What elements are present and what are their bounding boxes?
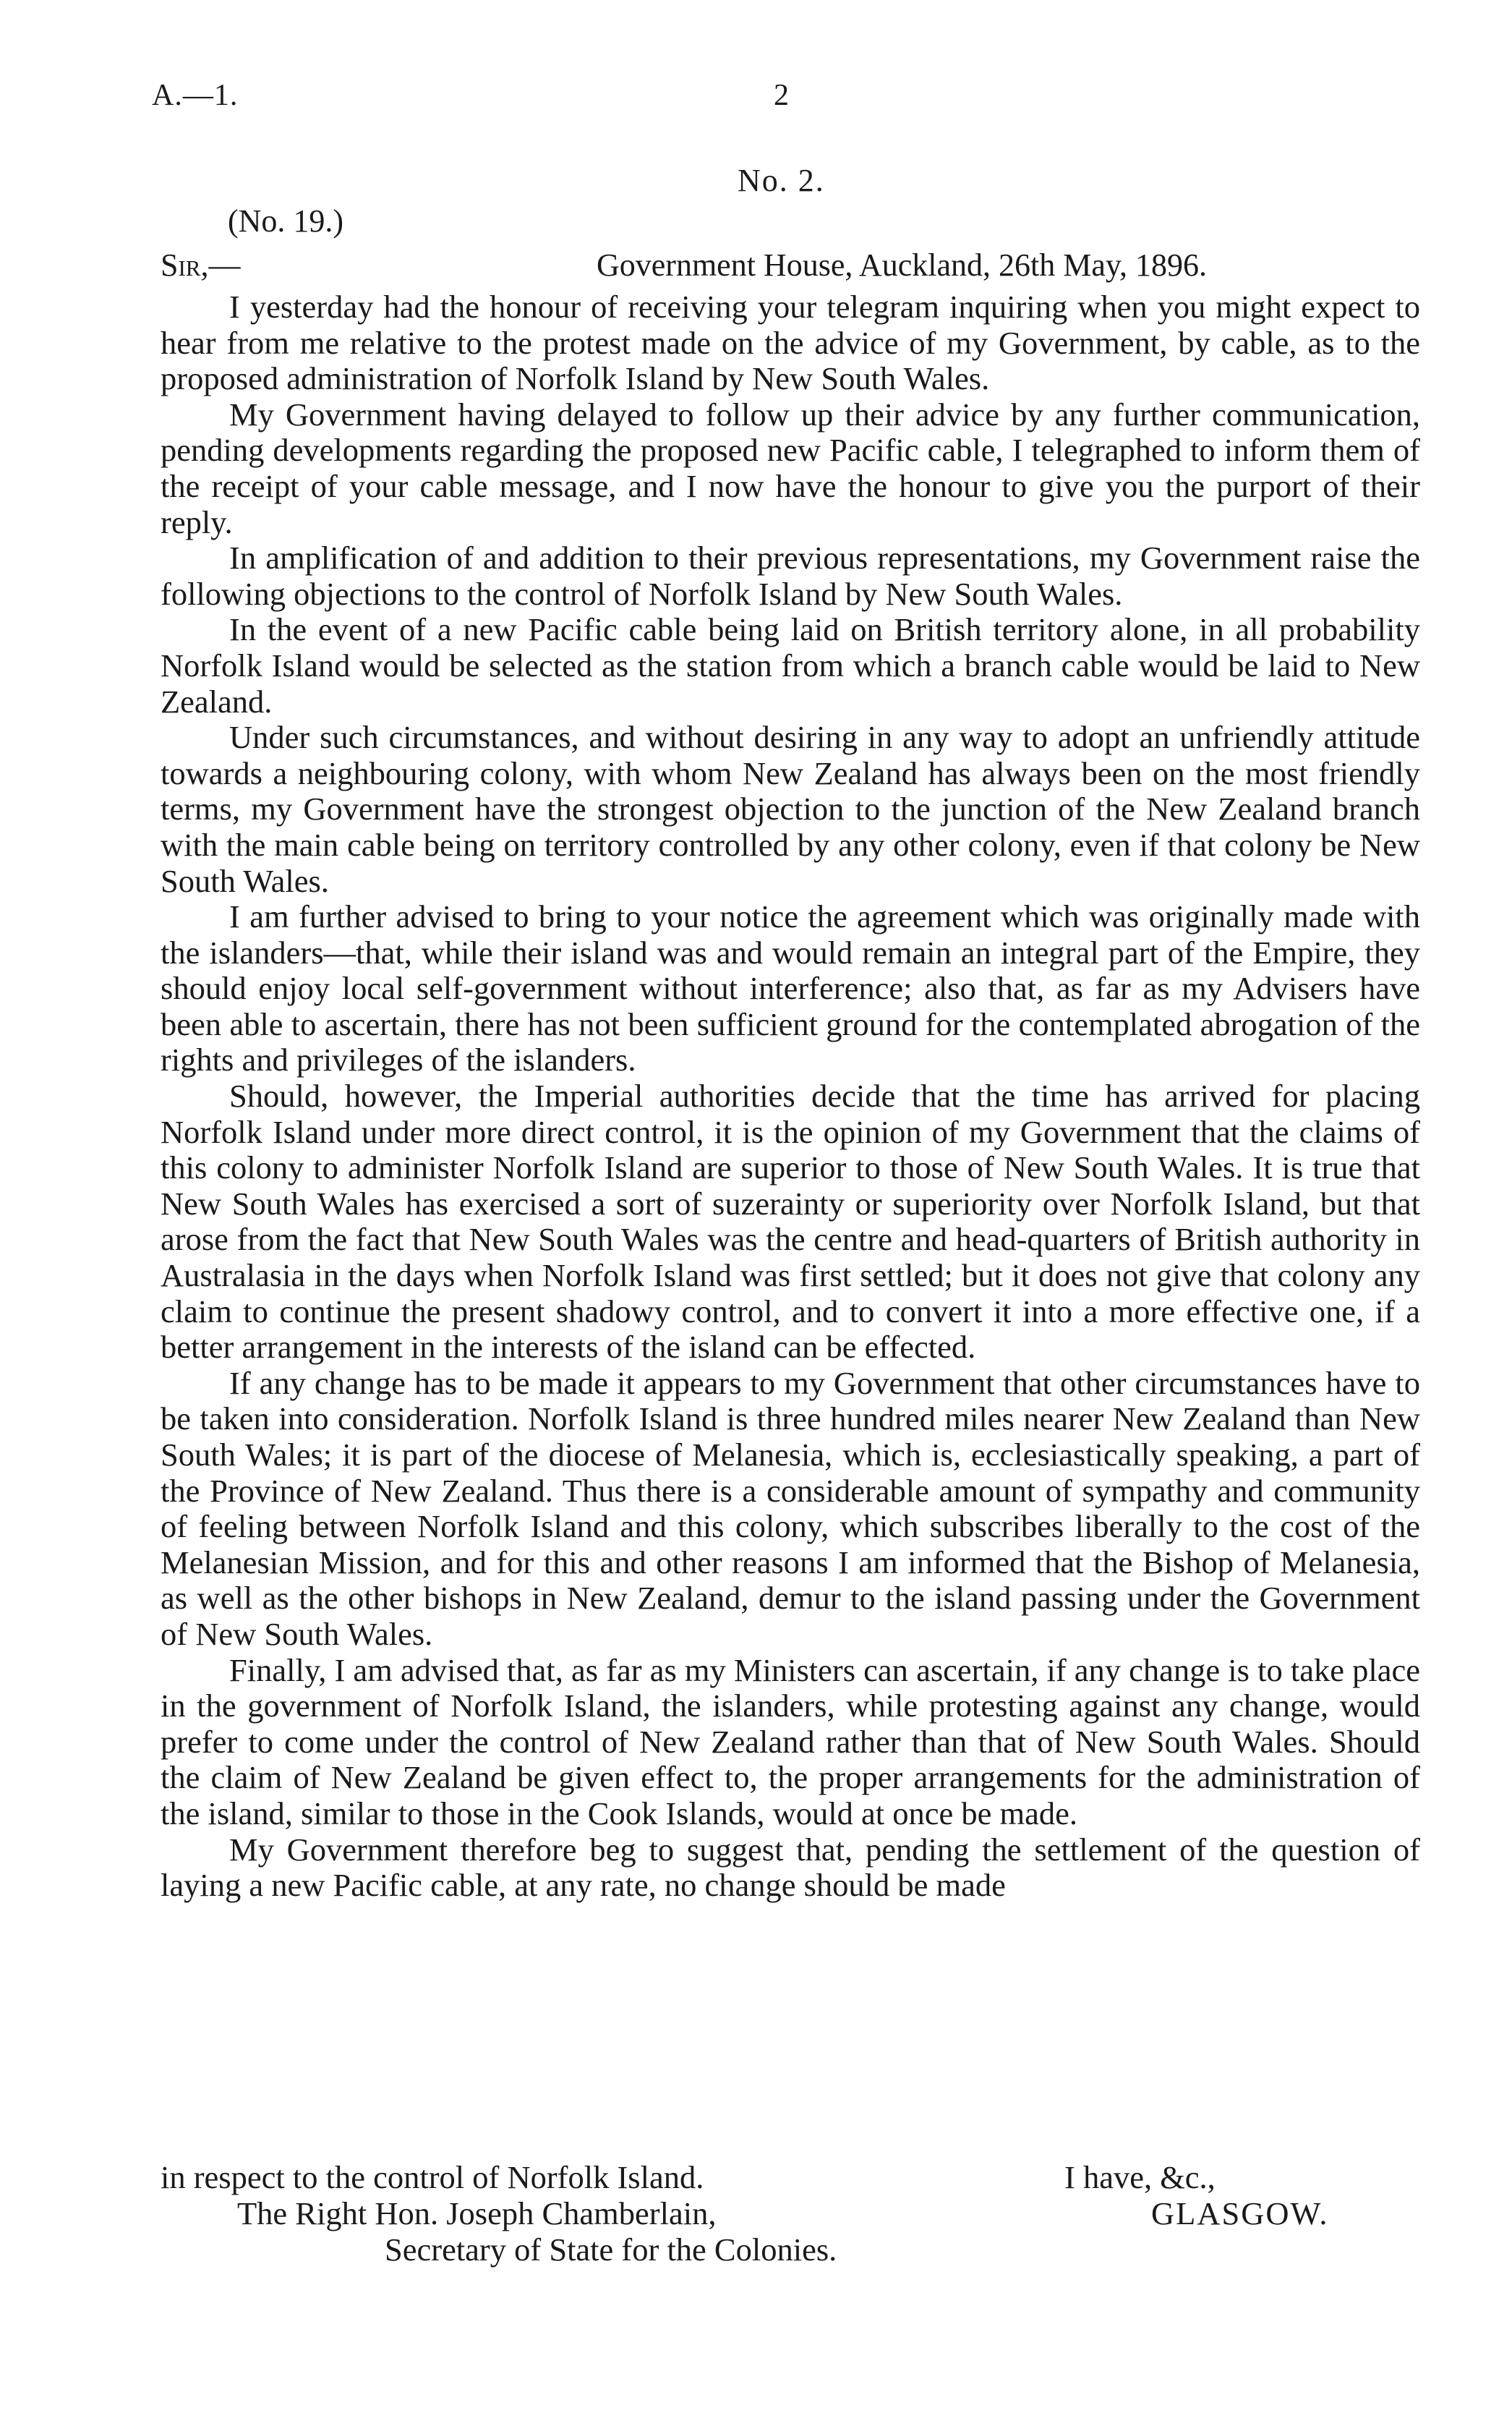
paragraph: If any change has to be made it appears to my Government that other circumstances have to be taken into consideration. Norfolk Island is three hundred miles nearer New Zealand than New South Wales; it is part of the diocese of Melanesia, which is, ecclesiastically speaking, a part of the Province of New Zealand. Thus there is a considerable amount of sympathy and community of feeling between Norfolk Island and this colony, which subscribes liberally to the cost of the Melanesian Mission, and for this and other reasons I am informed that the Bishop of Melanesia, as well as the other bishops in New Zealand, demur to the island passing under the Government of New South Wales. bbox=[161, 1364, 1420, 1652]
document-reference: A.—1. bbox=[152, 79, 239, 112]
letter-body bbox=[161, 289, 1420, 1904]
addressee-office: Secretary of State for the Colonies. bbox=[385, 2231, 837, 2268]
addressee-name: The Right Hon. Joseph Chamberlain, bbox=[237, 2195, 717, 2231]
paragraph: In amplification of and addition to their previous representations, my Government raise the following objections to the control of Norfolk Island by New South Wales. bbox=[161, 540, 1420, 612]
despatch-number: (No. 19.) bbox=[228, 203, 344, 239]
paragraph: I am further advised to bring to your notice the agreement which was originally made with the islanders—that, while their island was and would remain an integral part of the Empire, they should enjoy local self-government without interference; also that, as far as my Advisers have been able to ascertain, there has not been sufficient ground for the contemplated abrogation of the rights and privileges of the islanders. bbox=[161, 898, 1420, 1078]
closing-formula: I have, &c., bbox=[1064, 2159, 1216, 2195]
salutation bbox=[161, 247, 240, 284]
place-and-date: Government House, Auckland, 26th May, 1896. bbox=[597, 247, 1208, 283]
signature: GLASGOW. bbox=[1151, 2195, 1329, 2231]
paragraph: In the event of a new Pacific cable being laid on British territory alone, in all probability Norfolk Island would be selected as the station from which a branch cable would be laid to New Zealand. bbox=[161, 611, 1420, 720]
document-number: No. 2. bbox=[738, 163, 825, 198]
paragraph: My Government having delayed to follow up their advice by any further communication, pending developments regarding the proposed new Pacific cable, I telegraphed to inform them of the receipt of your cable message, and I now have the honour to give you the purport of their reply. bbox=[161, 396, 1420, 540]
paragraph: Should, however, the Imperial authorities decide that the time has arrived for placing Norfolk Island under more direct control, it is the opinion of my Government that the claims of this colony to administer Norfolk Island are superior to those of New South Wales. It is true that New South Wales has exercised a sort of suzerainty or superiority over Norfolk Island, but that arose from the fact that New South Wales was the centre and head-quarters of British authority in Australasia in the days when Norfolk Island was first settled; but it does not give that colony any claim to continue the present shadowy control, and to convert it into a more effective one, if a better arrangement in the interests of the island can be effected. bbox=[161, 1078, 1420, 1366]
paragraph: My Government therefore beg to suggest that, pending the settlement of the question of laying a new Pacific cable, at any rate, no change should be made bbox=[161, 1831, 1420, 1904]
paragraph: I yesterday had the honour of receiving your telegram inquiring when you might expect to hear from me relative to the protest made on the advice of my Government, by cable, as to the proposed administration of Norfolk Island by New South Wales. bbox=[161, 289, 1420, 397]
final-line: in respect to the control of Norfolk Island. bbox=[161, 2159, 704, 2195]
page-number: 2 bbox=[774, 79, 790, 112]
salutation-text: Sir,— bbox=[161, 247, 241, 283]
paragraph: Finally, I am advised that, as far as my Ministers can ascertain, if any change is to take place in the government of Norfolk Island, the islanders, while protesting against any change, would prefer to come under the control of New Zealand rather than that of New South Wales. Should the claim of New Zealand be given effect to, the proper arrangements for the administration of the island, similar to those in the Cook Islands, would at once be made. bbox=[161, 1651, 1420, 1831]
paragraph: Under such circumstances, and without desiring in any way to adopt an unfriendly attitude towards a neighbouring colony, with whom New Zealand has always been on the most friendly terms, my Government have the strongest objection to the junction of the New Zealand branch with the main cable being on territory controlled by any other colony, even if that colony be New South Wales. bbox=[161, 719, 1420, 899]
